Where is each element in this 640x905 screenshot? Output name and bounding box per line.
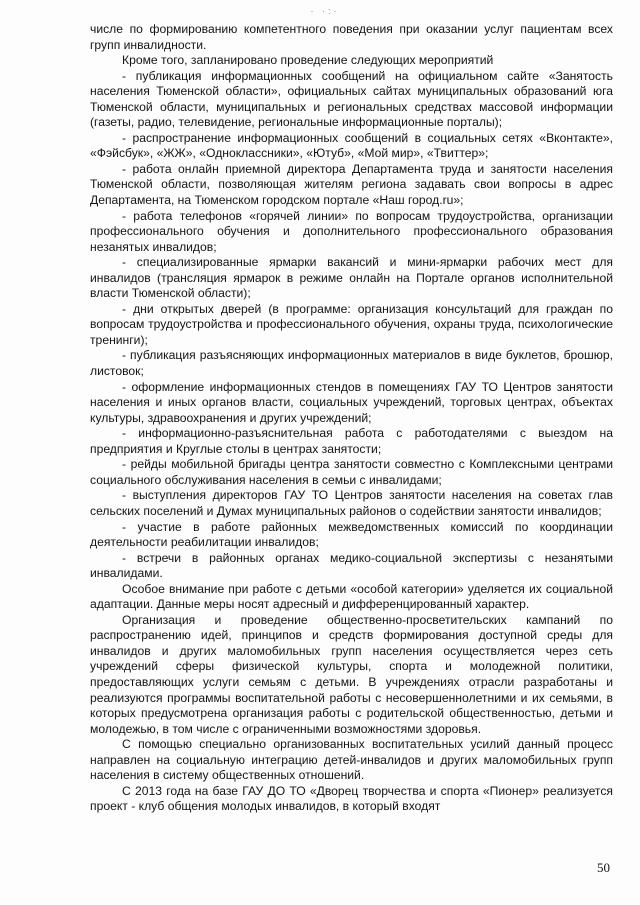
paragraph: числе по формированию компетентного поведения при оказании услуг пациентам всех групп инвалидности. <box>90 22 613 52</box>
document-body <box>90 22 613 815</box>
list-item: - информационно-разъяснительная работа с работодателями с выездом на предприятия и Круглые столы в центрах занятости; <box>90 426 613 456</box>
paragraph: Особое внимание при работе с детьми «особой категории» уделяется их социальной адаптации. Данные меры носят адресный и дифференцированный характер. <box>90 581 613 612</box>
paragraph: Кроме того, запланировано проведение следующих мероприятий <box>122 53 494 68</box>
list-item: - публикация разъясняющих информационных материалов в виде буклетов, брошюр, листовок; <box>90 348 613 379</box>
paragraph: Организация и проведение общественно-просветительских кампаний по распространению идей, принципов и средств формирования доступной среды для инвалидов и других маломобильных групп населения осуществляется через сеть учреждений сферы физической культуры, спорта и молодежной политики, предоставляющих услуги семьям с детьми. В учреждениях отрасли разработаны и реализуются программы воспитательной работы с несовершеннолетними и их семьями, в которых предусмотрена организация работы с родительской общественностью, детьми и молодежью, в том числе с ограниченными возможностями здоровья. <box>90 612 613 736</box>
list-item: - публикация информационных сообщений на официальном сайте «Занятость населения Тюменской области», официальных сайтах муниципальных образований юга Тюменской области, муниципальных и региональных средствах массовой информации (газеты, радио, телевидение, региональные информационные порталы); <box>90 68 613 130</box>
scan-mark: · ·:· <box>310 6 340 16</box>
list-item: - рейды мобильной бригады центра занятости совместно с Комплексными центрами социального обслуживания населения в семьи с инвалидами; <box>90 457 613 487</box>
list-item: - специализированные ярмарки вакансий и мини-ярмарки рабочих мест для инвалидов (трансляция ярмарок в режиме онлайн на Портале органов исполнительной власти Тюменской области); <box>90 255 613 301</box>
list-item: - распространение информационных сообщений в социальных сетях «Вконтакте», «Фэйсбук», «ЖЖ», «Одноклассники», «Ютуб», «Мой мир», «Твиттер»; <box>90 130 613 161</box>
list-item: - работа онлайн приемной директора Департамента труда и занятости населения Тюменской области, позволяющая жителям региона задавать свои вопросы в адрес Департамента, на Тюменском городском портале «Наш город.ru»; <box>90 161 613 208</box>
list-item: - выступления директоров ГАУ ТО Центров занятости населения на советах глав сельских поселений и Думах муниципальных районов о содействии занятости инвалидов; <box>90 488 613 518</box>
list-item: - дни открытых дверей (в программе: организация консультаций для граждан по вопросам трудоустройства и профессионального обучения, охраны труда, психологические тренинги); <box>90 301 613 347</box>
list-item: - работа телефонов «горячей линии» по вопросам трудоустройства, организации профессионального обучения и дополнительного профессионального образования незанятых инвалидов; <box>90 208 613 254</box>
list-item: - встречи в районных органах медико-социальной экспертизы с незанятыми инвалидами. <box>90 550 613 581</box>
list-item: - оформление информационных стендов в помещениях ГАУ ТО Центров занятости населения и иных органов власти, социальных учреждений, торговых центрах, объектах культуры, здравоохранения и других учреждений; <box>90 379 613 425</box>
list-item: - участие в работе районных межведомственных комиссий по координации деятельности реабилитации инвалидов; <box>90 519 613 550</box>
paragraph: С 2013 года на базе ГАУ ДО ТО «Дворец творчества и спорта «Пионер» реализуется проект - клуб общения молодых инвалидов, в который входят <box>90 783 613 814</box>
paragraph: С помощью специально организованных воспитательных усилий данный процесс направлен на социальную интеграцию детей-инвалидов и других маломобильных групп населения в систему общественных отношений. <box>90 737 613 783</box>
page-number: 50 <box>597 860 610 875</box>
